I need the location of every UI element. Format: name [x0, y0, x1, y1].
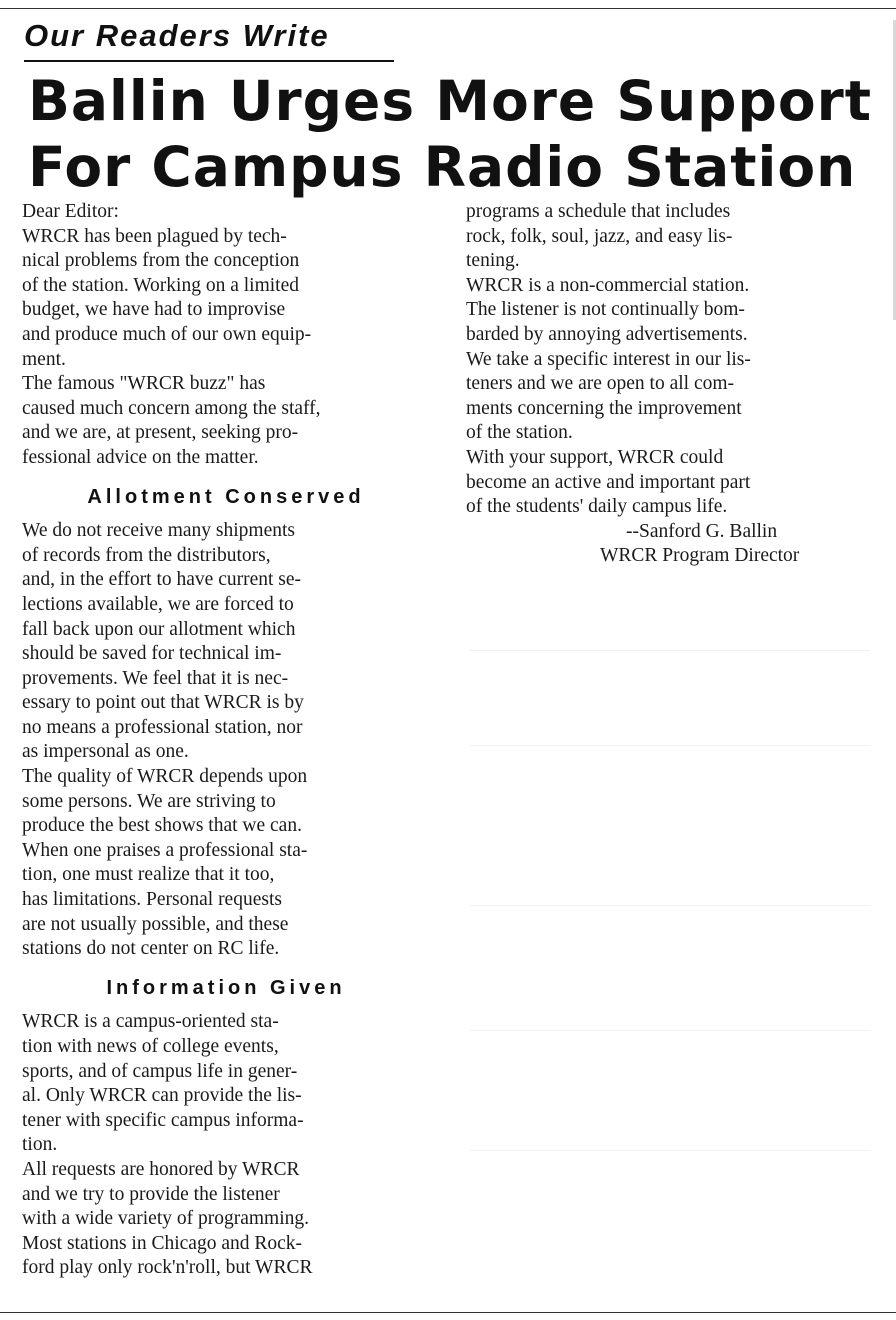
show-through-line	[470, 650, 870, 651]
paragraph: All requests are honored by WRCR and we try to provide the listener with a wide variety of programming. Most stations in Chicago and Rock- ford play only rock'n'roll, but WRCR	[22, 1158, 313, 1279]
paragraph: The quality of WRCR depends upon some persons. We are striving to produce the best shows that we can. When one praises a professional sta- tion, one must realize that it too, has limitations. Personal requests are not usually possible, and these stations do not center on RC life.	[22, 766, 308, 960]
column-kicker: Our Readers Write	[24, 18, 330, 53]
top-rule	[0, 8, 896, 9]
paragraph: With your support, WRCR could become an active and important part of the students' daily campus life.	[466, 446, 751, 518]
kicker-underline	[24, 60, 394, 62]
paragraph: We do not receive many shipments of records from the distributors, and, in the effort to have current se- lections available, we are forced to fall back upon our allotment which should be saved for technical im- provements. We feel that it is nec- essary to point out that WRCR is by no means a professional station, nor as impersonal as one.	[22, 520, 304, 763]
headline-line-1: Ballin Urges More Support	[28, 69, 873, 133]
headline-line-2: For Campus Radio Station	[28, 135, 857, 199]
show-through-line	[470, 1150, 870, 1151]
paragraph: programs a schedule that includes rock, folk, soul, jazz, and easy lis- tening.	[466, 201, 733, 272]
show-through-line	[470, 745, 870, 746]
signature-title: WRCR Program Director	[600, 545, 800, 567]
bottom-rule	[0, 1312, 896, 1313]
left-column	[22, 200, 430, 1281]
signature-name: --Sanford G. Ballin	[626, 520, 778, 542]
paragraph: WRCR is a campus-oriented sta- tion with news of college events, sports, and of campus life in gener- al. Only WRCR can provide the lis- tener with specific campus informa- tion.	[22, 1011, 304, 1156]
right-column	[466, 200, 874, 569]
paragraph: The famous "WRCR buzz" has caused much concern among the staff, and we are, at present, seeking pro- fessional advice on the matter.	[22, 373, 321, 468]
salutation: Dear Editor:	[22, 201, 119, 222]
show-through-line	[470, 1030, 870, 1031]
subheading: Information Given	[106, 976, 346, 999]
headline	[28, 68, 878, 200]
paragraph: WRCR has been plagued by tech- nical problems from the conception of the station. Working on a limited budget, we have had to improvise and produce much of our own equip- ment.	[22, 225, 312, 370]
show-through-line	[470, 905, 870, 906]
paragraph: WRCR is a non-commercial station. The listener is not continually bom- barded by annoying advertisements. We take a specific interest in our lis- teners and we are open to all com- ments concerning the improvement of the station.	[466, 274, 751, 444]
subheading: Allotment Conserved	[87, 485, 365, 508]
